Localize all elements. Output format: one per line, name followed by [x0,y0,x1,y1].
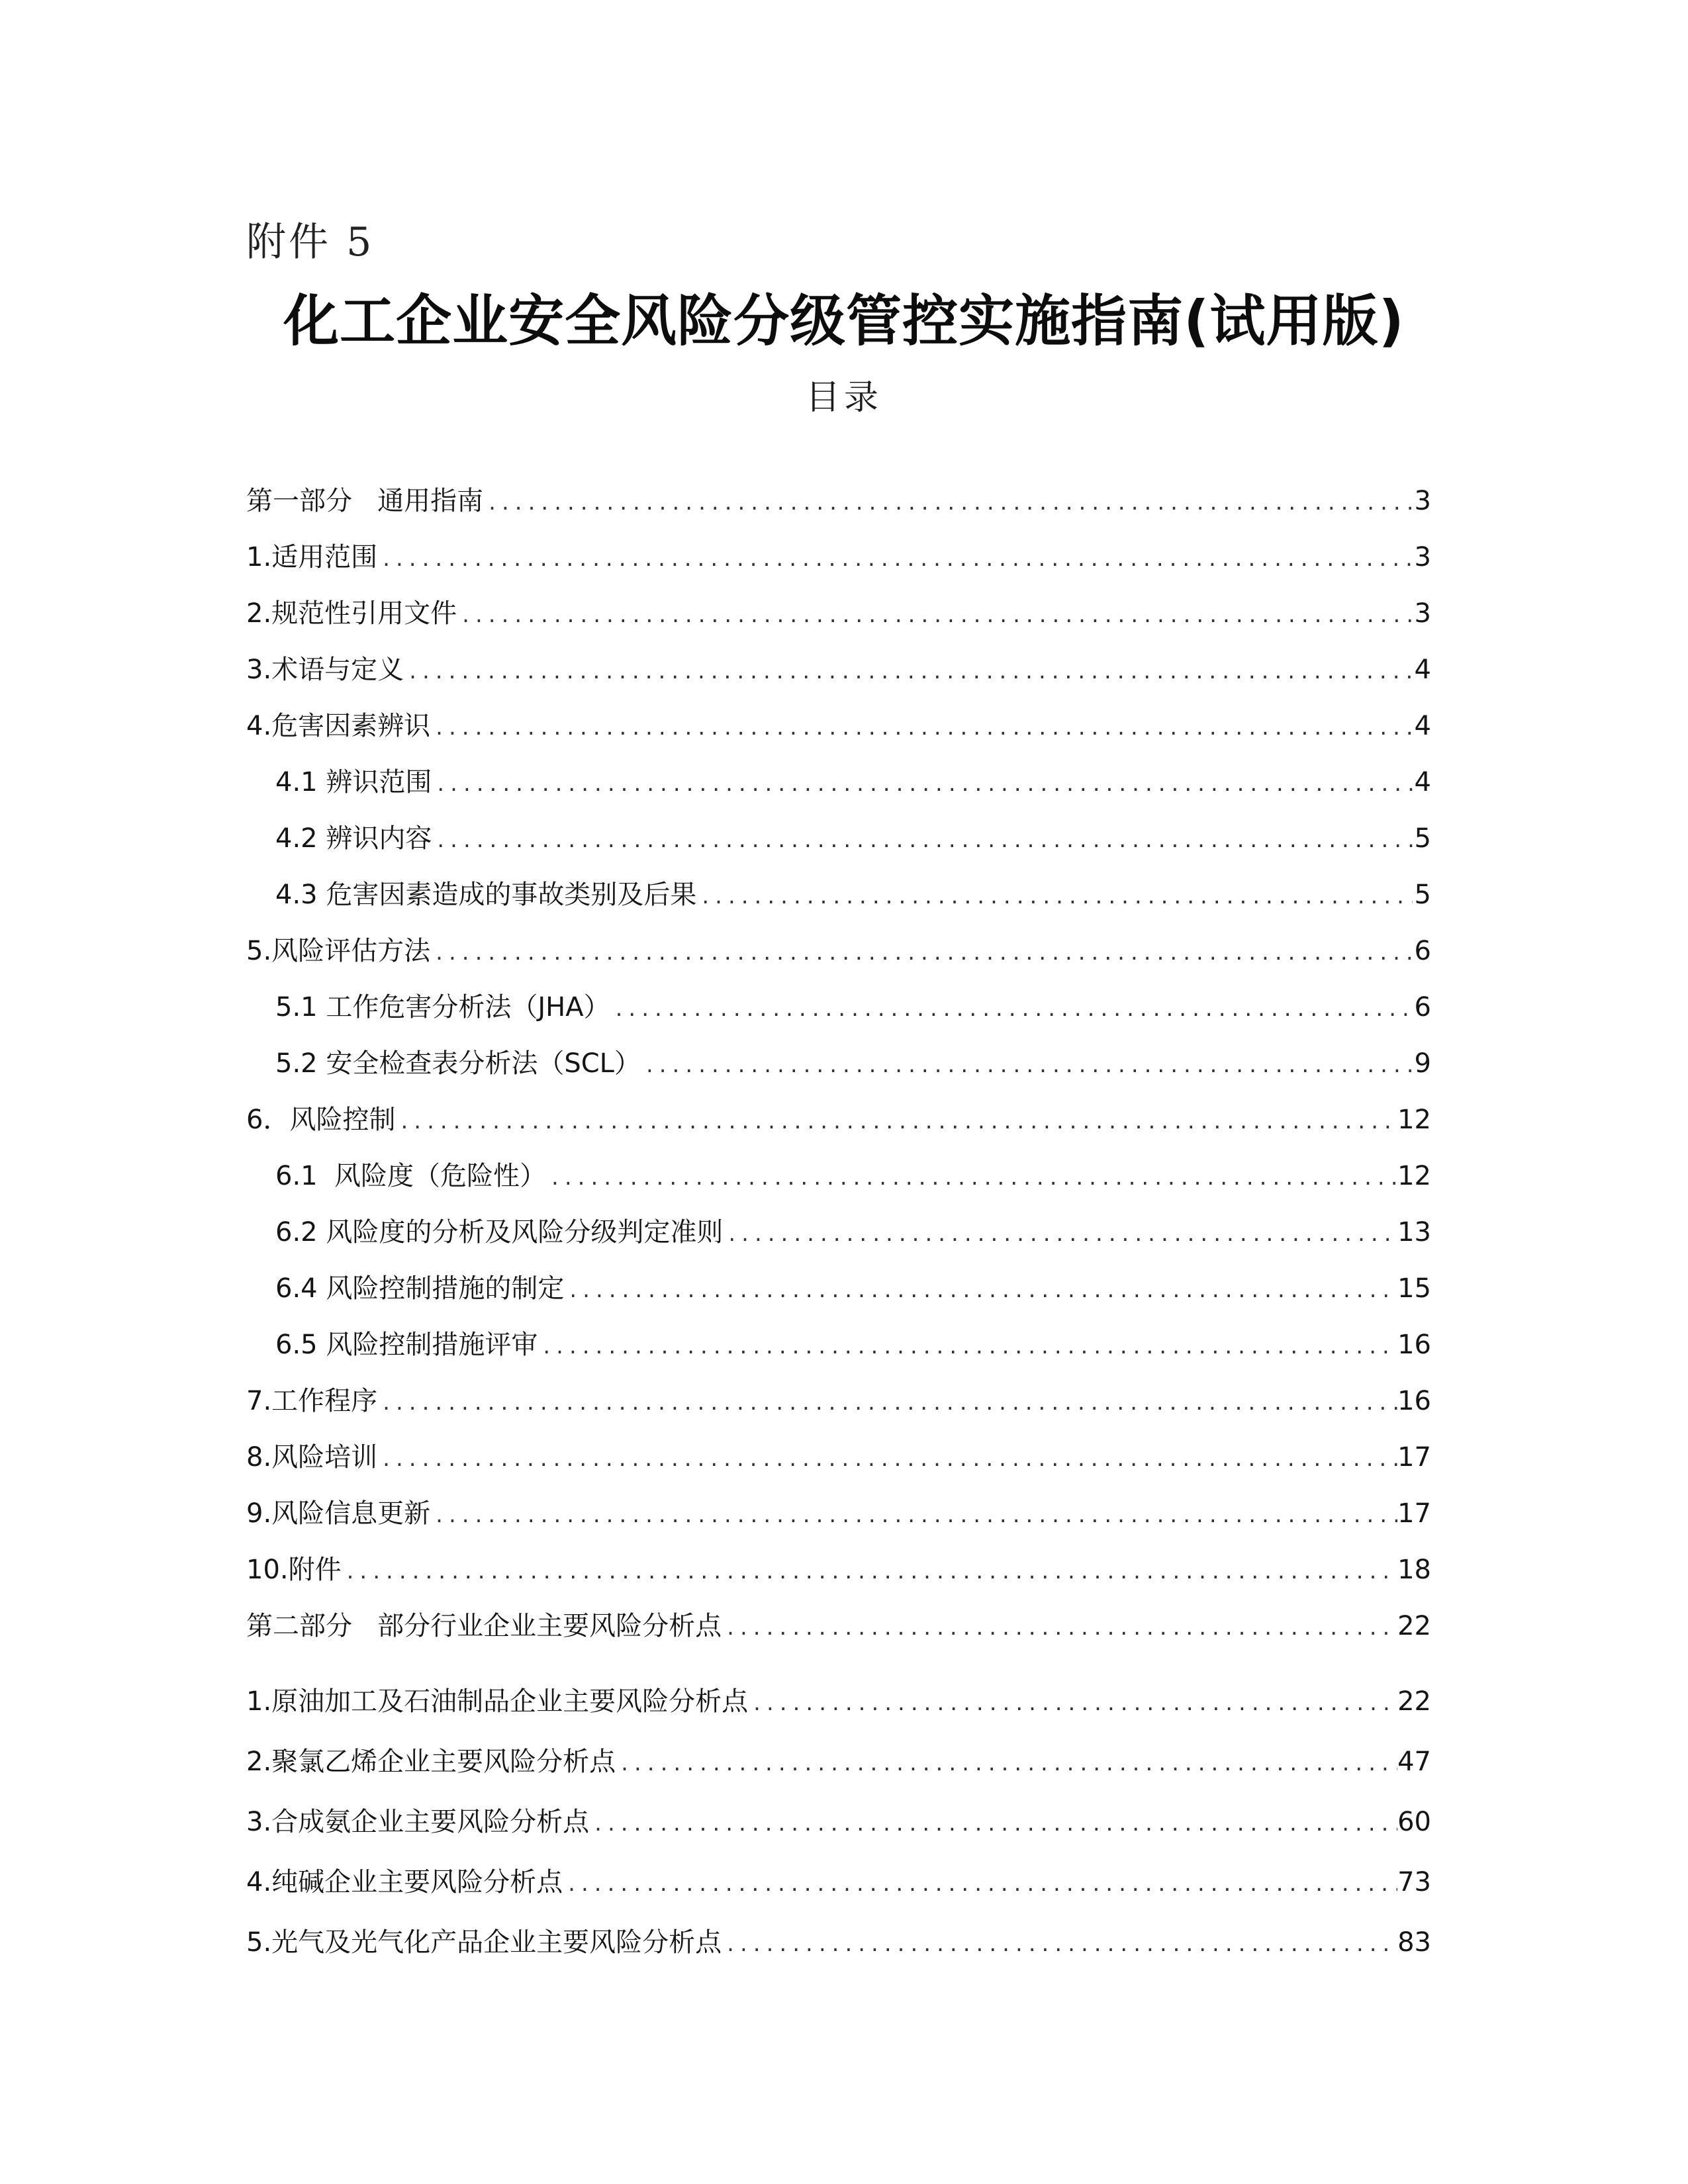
toc-entry[interactable] [246,1742,1431,1782]
toc-entry-page: 6 [1414,936,1431,966]
toc-entry-label: 5.1 工作危害分析法（JHA） [275,992,610,1023]
toc-dot-leader [696,876,1413,916]
toc-entry-label: 4.危害因素辨识 [246,711,431,741]
toc-entry-label: 4.3 危害因素造成的事故类别及后果 [275,880,697,910]
toc-dot-leader [546,1158,1397,1197]
toc-entry-label: 4.2 辨识内容 [275,823,432,854]
toc-subentry[interactable] [275,1212,1431,1252]
toc-entry-page: 4 [1414,711,1431,741]
toc-entry[interactable] [246,594,1431,633]
toc-entry-label: 5.光气及光气化产品企业主要风险分析点 [246,1927,722,1958]
toc-dot-leader [563,1864,1397,1903]
toc-entry-page: 22 [1397,1686,1431,1717]
table-of-contents [246,0,1431,2184]
toc-entry-label: 3.术语与定义 [246,655,404,685]
toc-entry[interactable] [246,1437,1431,1477]
toc-entry-label: 8.风险培训 [246,1442,378,1473]
toc-entry-page: 22 [1397,1611,1431,1641]
toc-entry-label: 10.附件 [246,1555,342,1585]
toc-entry-label: 6．风险控制 [246,1105,396,1135]
toc-entry-label: 6.5 风险控制措施评审 [275,1330,538,1360]
toc-dot-leader [430,707,1413,747]
toc-dot-leader [377,1439,1397,1479]
toc-dot-leader [564,1270,1397,1310]
toc-entry[interactable] [246,650,1431,690]
toc-subentry[interactable] [275,1269,1431,1308]
toc-entry-page: 47 [1397,1747,1431,1777]
toc-dot-leader [342,1551,1397,1591]
toc-entry-page: 16 [1397,1386,1431,1416]
toc-entry-page: 73 [1397,1867,1431,1897]
toc-entry-page: 17 [1397,1498,1431,1529]
toc-dot-leader [430,1495,1397,1535]
toc-dot-leader [722,1924,1397,1964]
toc-entry[interactable] [246,1923,1431,1962]
toc-entry[interactable] [246,537,1431,577]
toc-dot-leader [722,1608,1397,1647]
toc-dot-leader [483,482,1413,522]
toc-entry-page: 15 [1397,1273,1431,1304]
toc-entry-label: 第二部分 部分行业企业主要风险分析点 [246,1611,722,1641]
toc-entry-label: 6.2 风险度的分析及风险分级判定准则 [275,1217,724,1248]
toc-entry-page: 13 [1397,1217,1431,1248]
toc-subentry[interactable] [275,1325,1431,1365]
toc-entry-page: 4 [1414,655,1431,685]
toc-entry-label: 4.1 辨识范围 [275,767,432,797]
toc-entry-label: 3.合成氨企业主要风险分析点 [246,1807,590,1837]
toc-entry-page: 3 [1414,486,1431,516]
toc-entry[interactable] [246,1550,1431,1590]
toc-entry-label: 1.适用范围 [246,542,378,572]
toc-dot-leader [432,820,1413,860]
document-title: 化工企业安全风险分级管控实施指南(试用版) [283,289,1405,353]
toc-dot-leader [723,1214,1397,1253]
toc-entry[interactable] [246,1606,1431,1646]
toc-entry-page: 83 [1397,1927,1431,1958]
toc-subentry[interactable] [275,1156,1431,1196]
attachment-label: 附件 5 [246,219,375,265]
toc-entry-page: 3 [1414,542,1431,572]
toc-entry-label: 9.风险信息更新 [246,1498,431,1529]
toc-entry[interactable] [246,706,1431,746]
toc-entry-page: 5 [1414,823,1431,854]
toc-entry-label: 6.4 风险控制措施的制定 [275,1273,565,1304]
toc-entry-page: 60 [1397,1807,1431,1837]
toc-dot-leader [748,1683,1397,1723]
toc-entry-page: 16 [1397,1330,1431,1360]
toc-entry-page: 3 [1414,598,1431,629]
toc-entry[interactable] [246,1494,1431,1533]
toc-entry-label: 5.2 安全检查表分析法（SCL） [275,1048,641,1079]
toc-dot-leader [610,989,1413,1028]
toc-entry-label: 2.聚氯乙烯企业主要风险分析点 [246,1747,616,1777]
toc-subentry[interactable] [275,987,1431,1027]
toc-entry-page: 4 [1414,767,1431,797]
toc-dot-leader [538,1326,1397,1366]
toc-entry[interactable] [246,1682,1431,1721]
toc-entry-label: 4.纯碱企业主要风险分析点 [246,1867,563,1897]
toc-subentry[interactable] [275,762,1431,802]
toc-dot-leader [432,764,1413,803]
toc-entry-page: 6 [1414,992,1431,1023]
toc-entry[interactable] [246,1802,1431,1842]
toc-entry[interactable] [246,1862,1431,1902]
toc-subentry[interactable] [275,819,1431,858]
toc-entry[interactable] [246,1100,1431,1140]
toc-entry-page: 18 [1397,1555,1431,1585]
toc-entry-page: 12 [1397,1105,1431,1135]
toc-dot-leader [395,1101,1397,1141]
toc-entry-label: 1.原油加工及石油制品企业主要风险分析点 [246,1686,749,1717]
toc-entry-label: 2.规范性引用文件 [246,598,457,629]
toc-entry[interactable] [246,931,1431,971]
toc-dot-leader [377,539,1413,578]
toc-dot-leader [377,1383,1397,1422]
toc-dot-leader [457,595,1413,635]
toc-entry[interactable] [246,1381,1431,1421]
toc-subentry[interactable] [275,1044,1431,1083]
toc-dot-leader [641,1045,1413,1085]
toc-heading: 目录 [805,378,882,418]
toc-entry[interactable] [246,481,1431,521]
toc-dot-leader [430,933,1413,972]
toc-entry-label: 第一部分 通用指南 [246,486,484,516]
toc-subentry[interactable] [275,875,1431,915]
toc-entry-page: 17 [1397,1442,1431,1473]
toc-entry-label: 7.工作程序 [246,1386,378,1416]
toc-dot-leader [589,1803,1397,1843]
toc-entry-page: 12 [1397,1161,1431,1191]
toc-dot-leader [404,651,1413,691]
toc-dot-leader [616,1743,1397,1783]
toc-entry-page: 5 [1414,880,1431,910]
toc-entry-label: 5.风险评估方法 [246,936,431,966]
toc-entry-page: 9 [1414,1048,1431,1079]
toc-entry-label: 6.1 风险度（危险性） [275,1161,547,1191]
